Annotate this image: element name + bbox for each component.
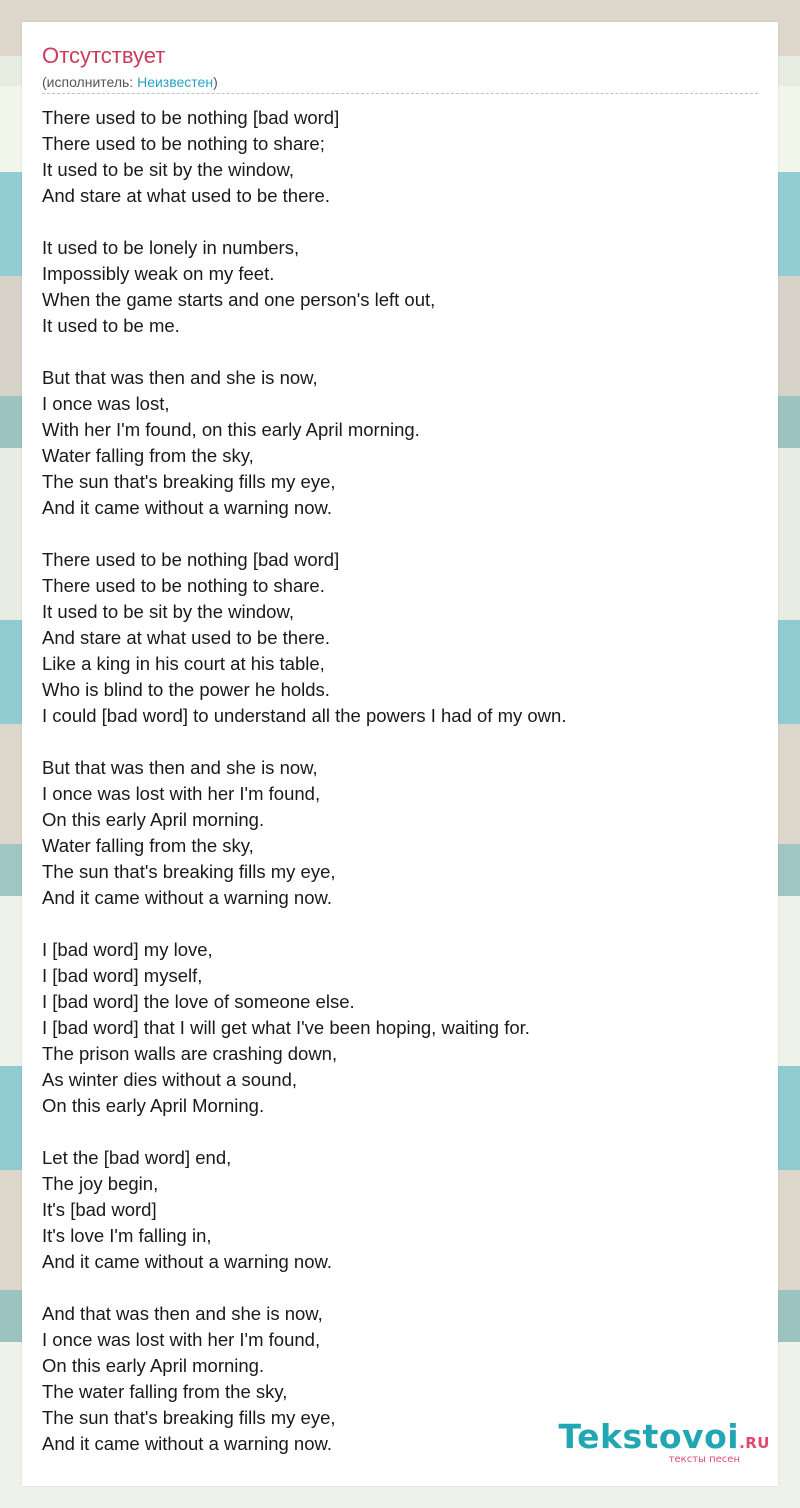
artist-link[interactable]: Неизвестен xyxy=(137,74,214,90)
artist-line xyxy=(42,73,218,91)
artist-suffix: ) xyxy=(213,74,218,90)
logo-name: Tekstovoi xyxy=(558,1417,740,1456)
site-logo[interactable] xyxy=(559,1419,770,1465)
lyrics-card xyxy=(22,22,778,1486)
logo-tld: .RU xyxy=(739,1434,770,1452)
logo-tagline: тексты песен xyxy=(668,1454,740,1465)
song-title: Отсутствует xyxy=(42,43,166,68)
lyrics-text: There used to be nothing [bad word] There used to be nothing to share; It used to be sit by the window, And stare at what used to be there. It used to be lonely in numbers, Impossibly weak on my feet. When the game starts and one person's left out, It used to be me. But that was then and she is now, I once was lost, With her I'm found, on this early April morning. Water falling from the sky, The sun that's breaking fills my eye, And it came without a warning now. There used to be nothing [bad word] There used to be nothing to share. It used to be sit by the window, And stare at what used to be there. Like a king in his court at his table, Who is blind to the power he holds. I could [bad word] to understand all the powers I had of my own. But that was then and she is now, I once was lost with her I'm found, On this early April morning. Water falling from the sky, The sun that's breaking fills my eye, And it came without a warning now. I [bad word] my love, I [bad word] myself, I [bad word] the love of someone else. I [bad word] that I will get what I've been hoping, waiting for. The prison walls are crashing down, As winter dies without a sound, On this early April Morning. Let the [bad word] end, The joy begin, It's [bad word] It's love I'm falling in, And it came without a warning now. And that was then and she is now, I once was lost with her I'm found, On this early April morning. The water falling from the sky, The sun that's breaking fills my eye, And it came without a warning now. xyxy=(42,107,567,1454)
header-divider xyxy=(42,93,758,94)
artist-prefix: (исполнитель: xyxy=(42,74,138,90)
